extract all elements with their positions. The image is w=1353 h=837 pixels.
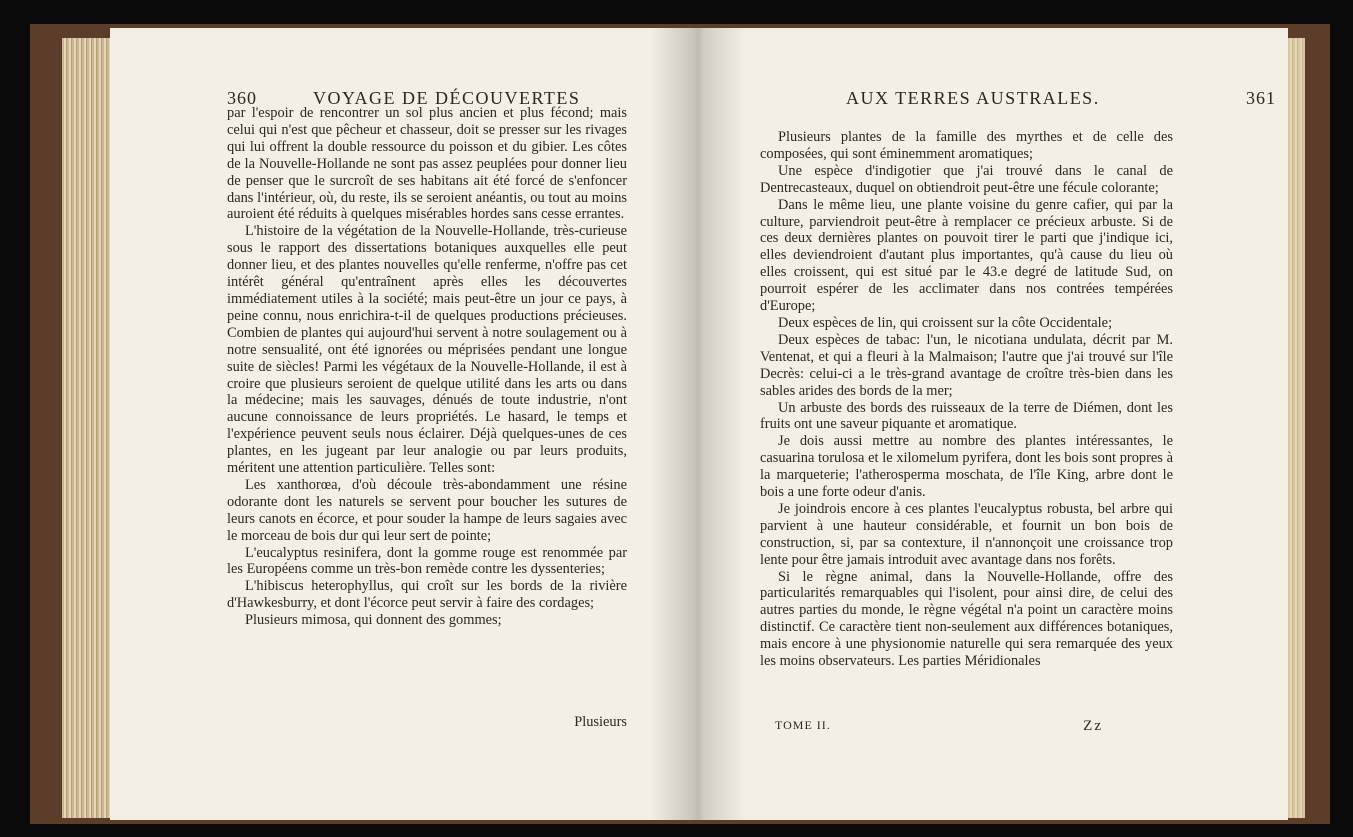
signature-mark: Zz (1083, 718, 1103, 734)
right-body-text (760, 129, 1173, 670)
left-catchword: Plusieurs (574, 714, 627, 730)
signature-tome: TOME II. (775, 718, 831, 732)
left-running-head: VOYAGE DE DÉCOUVERTES (313, 88, 581, 108)
left-body-text (227, 105, 627, 629)
right-paragraph-9: Si le règne animal, dans la Nouvelle-Hollande, offre des particularités remarquables qui l'isolent, pour ainsi dire, de celui des autres parties du monde, le règne végétal n'a point un caractère moins distinctif. Ce caractère tient non-seulement aux différences botaniques, mais encore à une physionomie naturelle qui sera remarquée des yeux les moins observateurs. Les parties Méridionales (760, 568, 1173, 670)
right-paragraph-1: Plusieurs plantes de la famille des myrthes et de celle des composées, qui sont éminemment aromatiques; (760, 129, 1173, 162)
right-paragraph-7: Je dois aussi mettre au nombre des plantes intéressantes, le casuarina torulosa et le xilomelum pyrifera, dont les bois sont propres à la marqueterie; l'atherosperma moschata, de l'île King, arbre dont le bois a une forte odeur d'anis. (760, 433, 1173, 501)
right-page-number: 361 (1246, 88, 1276, 108)
right-paragraph-5: Deux espèces de tabac: l'un, le nicotiana undulata, décrit par M. Ventenat, et qui a fleuri à la Malmaison; l'autre que j'ai trouvé sur l'île Decrès: celui-ci a le très-grand avantage de croître très-bien dans les sables arides des bords de la mer; (760, 331, 1173, 399)
left-page (110, 28, 698, 820)
right-paragraph-6: Un arbuste des bords des ruisseaux de la terre de Diémen, dont les fruits ont une saveur piquante et aromatique. (760, 399, 1173, 433)
right-running-head: AUX TERRES AUSTRALES. (846, 88, 1100, 108)
left-paragraph-1: par l'espoir de rencontrer un sol plus ancien et plus fécond; mais celui qui n'est que pêcheur et chasseur, doit se presser sur les rivages qui lui offrent la double ressource du poisson et du gibier. Les côtes de la Nouvelle-Hollande ne sont pas assez peuplées pour donner lieu de penser que le surcroît de ses habitans ait été forcé de s'enfoncer dans l'intérieur, où, du reste, ils se seroient anéantis, ou tout au moins auroient été réduits à quelques misérables hordes sans cesse errantes. (227, 105, 627, 223)
left-paragraph-5: L'hibiscus heterophyllus, qui croît sur les bords de la rivière d'Hawkesburry, et dont l'écorce peut servir à faire des cordages; (227, 578, 627, 612)
right-page (698, 28, 1288, 820)
left-paragraph-2: L'histoire de la végétation de la Nouvelle-Hollande, très-curieuse sous le rapport des dissertations botaniques auxquelles elle peut donner lieu, et des plantes nouvelles qu'elle renferme, n'offre pas cet intérêt général qu'entraînent après elles les découvertes immédiatement utiles à la société; mais peut-être un jour ce pays, à peine connu, nous enrichira-t-il de quelques productions précieuses. Combien de plantes qui aujourd'hui servent à notre soulagement ou à notre sensualité, ont été ignorées ou méprisées pendant une longue suite de siècles! Parmi les végétaux de la Nouvelle-Hollande, il est à croire que plusieurs seroient de quelque utilité dans les arts ou dans la médecine; mais les sauvages, dénués de toute industrie, n'ont aucune connoissance de leurs propriétés. Le hasard, le temps et l'expérience peuvent seuls nous éclairer. Déjà quelques-unes de ces plantes, en les jugeant par leur analogie ou par leurs produits, méritent une attention particulière. Telles sont: (227, 223, 627, 477)
right-paragraph-4: Deux espèces de lin, qui croissent sur la côte Occidentale; (778, 314, 1113, 331)
right-paragraph-2: Une espèce d'indigotier que j'ai trouvé dans le canal de Dentrecasteaux, duquel on obtiendroit peut-être une fécule colorante; (760, 162, 1173, 196)
left-page-number: 360 (227, 88, 257, 108)
left-paragraph-3: Les xanthorœa, d'où découle très-abondamment une résine odorante dont les naturels se servent pour boucher les sutures de leurs canots en écorce, et pour souder la hampe de leurs sagaies avec le morceau de bois dur qui leur sert de pointe; (227, 476, 627, 544)
left-paragraph-6: Plusieurs mimosa, qui donnent des gommes; (245, 612, 502, 629)
right-paragraph-3: Dans le même lieu, une plante voisine du genre cafier, qui par la culture, parviendroit peut-être à remplacer ce précieux arbuste. Si de ces deux dernières plantes on pouvoit tirer le parti que j'indique ici, elles deviendroient d'autant plus importantes, qu'à cause du lieu où elles croissent, qui est situé par le 43.e degré de latitude Sud, on pourroit espérer de les acclimater dans nos contrées tempérées d'Europe; (760, 196, 1173, 315)
left-paragraph-4: L'eucalyptus resinifera, dont la gomme rouge est renommée par les Européens comme un très-bon remède contre les dyssenteries; (227, 544, 627, 578)
right-paragraph-8: Je joindrois encore à ces plantes l'eucalyptus robusta, bel arbre qui parvient à une hauteur considérable, et fournit un bon bois de construction, si, par sa contexture, il n'annonçoit une croissance trop lente pour être jamais introduit avec avantage dans nos forêts. (760, 500, 1173, 568)
